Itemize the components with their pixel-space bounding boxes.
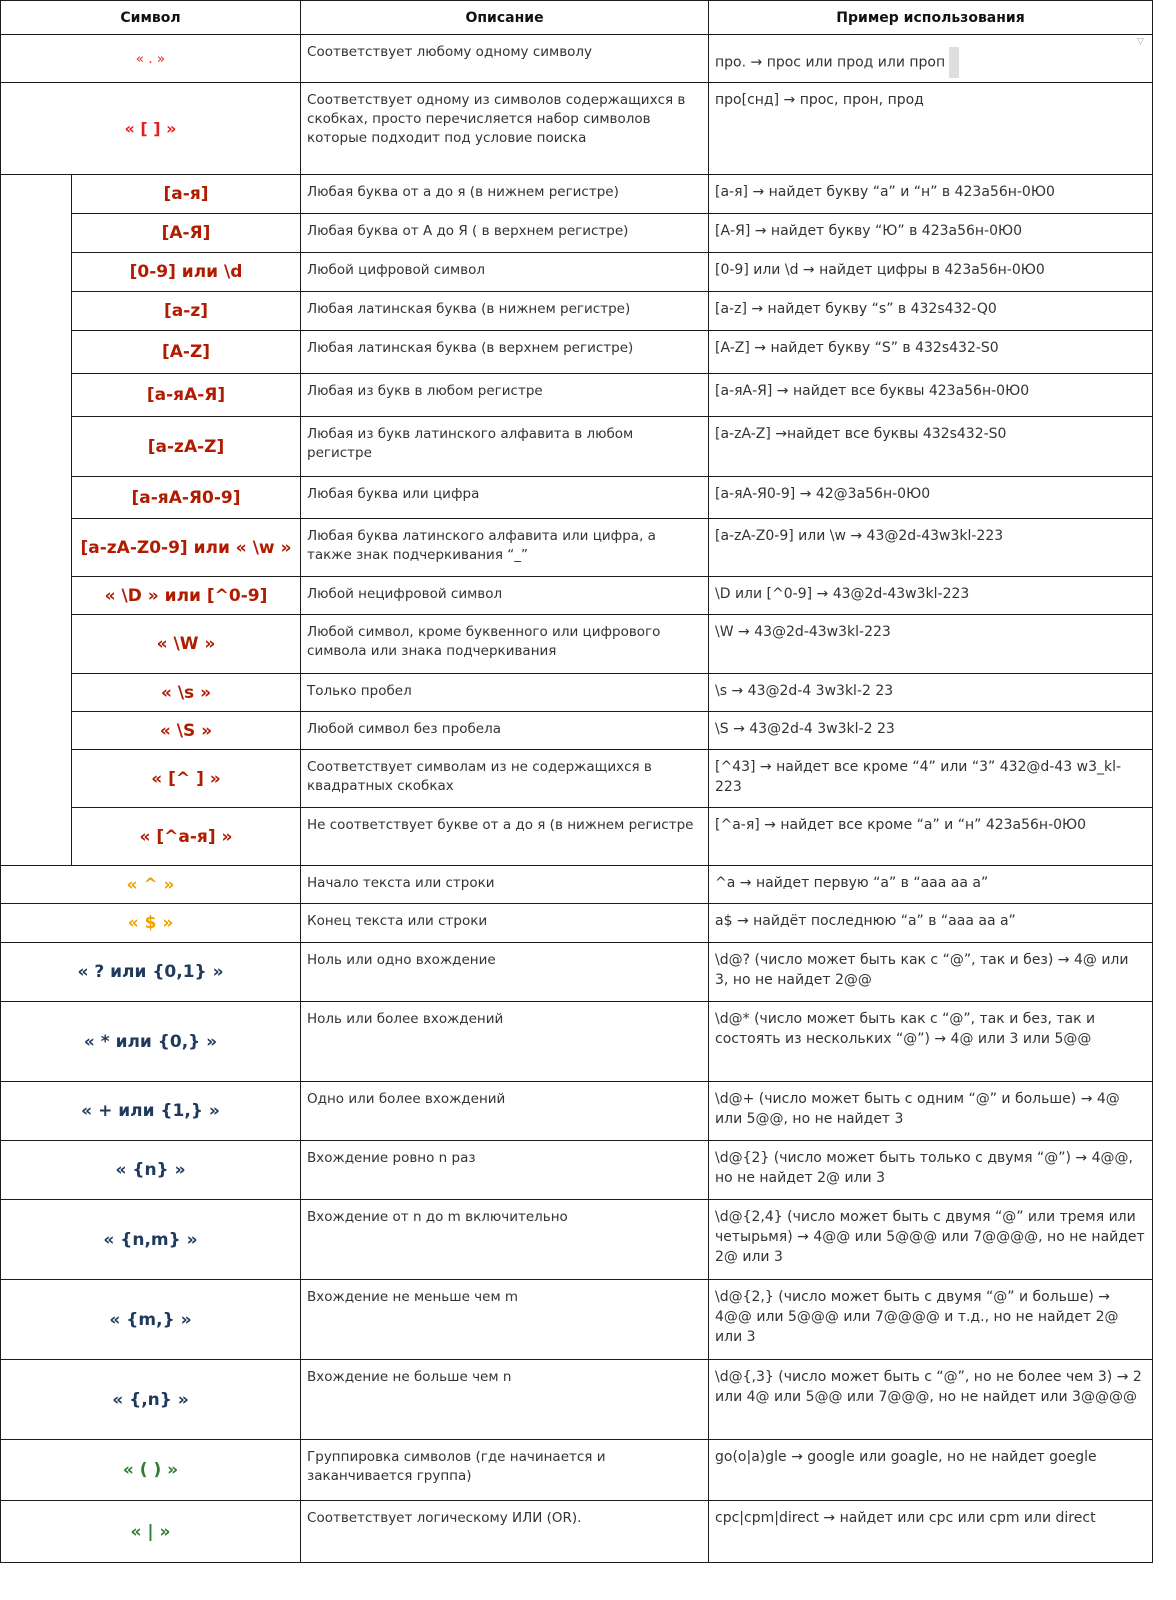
- description-cell: Любая латинская буква (в верхнем регистре): [301, 331, 709, 374]
- symbol-cell: [1, 904, 301, 943]
- symbol-text: « | »: [130, 1521, 171, 1542]
- example-cell: \d@{2,} (число может быть с двумя “@” и больше) → 4@@ или 5@@@ или 7@@@@ и т.д., но не найдет 2@ или 3: [709, 1280, 1153, 1360]
- symbol-cell: [72, 615, 301, 674]
- description-cell: Вхождение не меньше чем m: [301, 1280, 709, 1360]
- example-cell: [709, 35, 1153, 83]
- description-cell: Вхождение от n до m включительно: [301, 1200, 709, 1280]
- symbol-cell: [72, 331, 301, 374]
- example-cell: \d@{2,4} (число может быть с двумя “@” или тремя или четырьмя) → 4@@ или 5@@@ или 7@@@@, но не найдет 2@ или 3: [709, 1200, 1153, 1280]
- table-row: [1, 577, 1153, 615]
- symbol-cell: [1, 83, 301, 175]
- example-cell: [a-z] → найдет букву “s” в 432s432-Q0: [709, 292, 1153, 331]
- table-row: [1, 615, 1153, 674]
- symbol-cell: [72, 712, 301, 750]
- example-cell: go(o|a)gle → google или goagle, но не найдет goegle: [709, 1440, 1153, 1501]
- symbol-cell: [1, 1360, 301, 1440]
- symbol-text: [0-9] или \d: [129, 262, 243, 282]
- description-cell: Любая из букв в любом регистре: [301, 374, 709, 417]
- symbol-cell: [1, 1141, 301, 1200]
- table-row: [1, 1360, 1153, 1440]
- symbol-text: « {m,} »: [109, 1309, 192, 1330]
- example-cell: [а-я] → найдет букву “а” и “н” в 423а56н-0Ю0: [709, 175, 1153, 214]
- table-row: [1, 1440, 1153, 1501]
- description-cell: Любая буква от а до я (в нижнем регистре): [301, 175, 709, 214]
- example-text: про. → прос или прод или проп: [715, 54, 946, 71]
- description-cell: Любой цифровой символ: [301, 253, 709, 292]
- example-cell: [а-яА-Я0-9] → 42@3а56н-0Ю0: [709, 477, 1153, 519]
- symbol-cell: [72, 292, 301, 331]
- description-cell: Вхождение ровно n раз: [301, 1141, 709, 1200]
- symbol-text: « [^ ] »: [151, 768, 221, 789]
- table-row: [1, 1200, 1153, 1280]
- description-cell: Ноль или более вхождений: [301, 1002, 709, 1082]
- table-row: [1, 904, 1153, 943]
- example-cell: \d@{2} (число может быть только с двумя “@”) → 4@@, но не найдет 2@ или 3: [709, 1141, 1153, 1200]
- description-cell: Любая латинская буква (в нижнем регистре): [301, 292, 709, 331]
- symbol-cell: [1, 943, 301, 1002]
- description-cell: Соответствует одному из символов содержащихся в скобках, просто перечисляется набор символов которые подходит под условие поиска: [301, 83, 709, 175]
- example-cell: [a-zA-Z0-9] или \w → 43@2d-43w3kl-223: [709, 519, 1153, 577]
- symbol-text: « * или {0,} »: [83, 1031, 218, 1052]
- symbol-text: « . »: [135, 50, 166, 67]
- description-cell: Вхождение не больше чем n: [301, 1360, 709, 1440]
- table-row: [1, 1141, 1153, 1200]
- description-cell: Любой нецифровой символ: [301, 577, 709, 615]
- description-cell: Соответствует логическому ИЛИ (OR).: [301, 1501, 709, 1563]
- table-row: [1, 417, 1153, 477]
- description-cell: Конец текста или строки: [301, 904, 709, 943]
- header-description: Описание: [301, 1, 709, 35]
- symbol-text: « {n,m} »: [103, 1229, 198, 1250]
- description-cell: Любая буква или цифра: [301, 477, 709, 519]
- description-cell: Одно или более вхождений: [301, 1082, 709, 1141]
- description-cell: Любая буква от А до Я ( в верхнем регистре): [301, 214, 709, 253]
- description-cell: Только пробел: [301, 674, 709, 712]
- symbol-cell: [1, 1501, 301, 1563]
- table-row: [1, 175, 1153, 214]
- symbol-text: « $ »: [127, 913, 174, 933]
- header-example: Пример использования: [709, 1, 1153, 35]
- symbol-text: [а-яА-Я0-9]: [131, 487, 241, 508]
- symbol-cell: [72, 175, 301, 214]
- symbol-text: « [^а-я] »: [139, 826, 233, 847]
- description-cell: Не соответствует букве от а до я (в нижнем регистре: [301, 808, 709, 866]
- symbol-cell: [72, 808, 301, 866]
- table-row: [1, 674, 1153, 712]
- symbol-cell: [1, 1082, 301, 1141]
- symbol-text: [а-яА-Я]: [146, 385, 226, 405]
- description-cell: Группировка символов (где начинается и заканчивается группа): [301, 1440, 709, 1501]
- table-row: [1, 1501, 1153, 1563]
- symbol-cell: [72, 519, 301, 577]
- example-cell: \D или [^0-9] → 43@2d-43w3kl-223: [709, 577, 1153, 615]
- symbol-cell: [72, 577, 301, 615]
- example-cell: [a-zA-Z] →найдет все буквы 432s432-S0: [709, 417, 1153, 477]
- table-row: [1, 1082, 1153, 1141]
- description-cell: Любая из букв латинского алфавита в любом регистре: [301, 417, 709, 477]
- symbol-cell: [1, 35, 301, 83]
- example-cell: \d@? (число может быть как с “@”, так и без) → 4@ или 3, но не найдет 2@@: [709, 943, 1153, 1002]
- table-row: [1, 214, 1153, 253]
- example-cell: \W → 43@2d-43w3kl-223: [709, 615, 1153, 674]
- symbol-text: « \D » или [^0-9]: [104, 585, 268, 606]
- example-cell: [а-яА-Я] → найдет все буквы 423а56н-0Ю0: [709, 374, 1153, 417]
- table-row: [1, 331, 1153, 374]
- symbol-text: [а-я]: [163, 184, 209, 204]
- table-row: [1, 750, 1153, 808]
- header-symbol: Символ: [1, 1, 301, 35]
- symbol-text: [a-z]: [164, 301, 208, 321]
- table-row: [1, 808, 1153, 866]
- description-cell: Ноль или одно вхождение: [301, 943, 709, 1002]
- description-cell: Соответствует любому одному символу: [301, 35, 709, 83]
- example-cell: \d@+ (число может быть с одним “@” и больше) → 4@ или 5@@, но не найдет 3: [709, 1082, 1153, 1141]
- table-row: [1, 1280, 1153, 1360]
- example-cell: про[снд] → прос, прон, прод: [709, 83, 1153, 175]
- description-cell: Любая буква латинского алфавита или цифра, а также знак подчеркивания “_”: [301, 519, 709, 577]
- symbol-text: « \W »: [156, 634, 216, 654]
- example-cell: [А-Я] → найдет букву “Ю” в 423а56н-0Ю0: [709, 214, 1153, 253]
- table-row: [1, 866, 1153, 904]
- description-cell: Любой символ, кроме буквенного или цифрового символа или знака подчеркивания: [301, 615, 709, 674]
- table-row: [1, 374, 1153, 417]
- symbol-cell: [72, 750, 301, 808]
- symbol-text: « \S »: [159, 720, 213, 741]
- symbol-cell: [72, 214, 301, 253]
- example-cell: [0-9] или \d → найдет цифры в 423а56н-0Ю0: [709, 253, 1153, 292]
- symbol-cell: [1, 1002, 301, 1082]
- symbol-cell: [72, 477, 301, 519]
- symbol-text: « \s »: [160, 682, 212, 703]
- symbol-text: « {,n} »: [112, 1389, 189, 1410]
- description-cell: Любой символ без пробела: [301, 712, 709, 750]
- cell-shading-mark: [949, 47, 959, 78]
- symbol-cell: [1, 1280, 301, 1360]
- example-cell: [A-Z] → найдет букву “S” в 432s432-S0: [709, 331, 1153, 374]
- filter-dropdown-icon: ▽: [1137, 37, 1144, 47]
- header-row: [1, 1, 1153, 35]
- example-cell: \d@* (число может быть как с “@”, так и без, так и состоять из нескольких “@”) → 4@ или 3 или 5@@: [709, 1002, 1153, 1082]
- symbol-text: [a-zA-Z]: [147, 436, 225, 457]
- symbol-text: « + или {1,} »: [81, 1101, 220, 1121]
- example-cell: а$ → найдёт последнюю “а” в “ааа аа а”: [709, 904, 1153, 943]
- example-cell: [^а-я] → найдет все кроме “а” и “н” 423а56н-0Ю0: [709, 808, 1153, 866]
- symbol-cell: [1, 1440, 301, 1501]
- symbol-cell: [72, 674, 301, 712]
- symbol-text: « ^ »: [126, 874, 175, 895]
- table-row: [1, 712, 1153, 750]
- example-cell: cpc|cpm|direct → найдет или cpc или cpm или direct: [709, 1501, 1153, 1563]
- example-cell: \S → 43@2d-4 3w3kl-2 23: [709, 712, 1153, 750]
- example-cell: [^43] → найдет все кроме “4” или “3” 432@d-43 w3_kl-223: [709, 750, 1153, 808]
- symbol-cell: [72, 374, 301, 417]
- symbol-cell: [72, 253, 301, 292]
- symbol-text: « ( ) »: [122, 1460, 179, 1480]
- example-cell: ^а → найдет первую “а” в “ааа аа а”: [709, 866, 1153, 904]
- indent-stub: [1, 175, 72, 866]
- symbol-text: [A-Z]: [161, 342, 211, 362]
- symbol-text: « {n} »: [115, 1160, 186, 1180]
- table-row: [1, 35, 1153, 83]
- table-row: [1, 943, 1153, 1002]
- symbol-cell: [1, 1200, 301, 1280]
- description-cell: Соответствует символам из не содержащихся в квадратных скобках: [301, 750, 709, 808]
- symbol-text: [А-Я]: [161, 223, 211, 243]
- table-row: [1, 83, 1153, 175]
- table-row: [1, 1002, 1153, 1082]
- table-row: [1, 519, 1153, 577]
- symbol-text: « [ ] »: [124, 119, 177, 138]
- symbol-cell: [1, 866, 301, 904]
- table-row: [1, 292, 1153, 331]
- symbol-cell: [72, 417, 301, 477]
- example-cell: \d@{,3} (число может быть с “@”, но не более чем 3) → 2 или 4@ или 5@@ или 7@@@, но не найдет или 3@@@@: [709, 1360, 1153, 1440]
- example-cell: \s → 43@2d-4 3w3kl-2 23: [709, 674, 1153, 712]
- table-row: [1, 477, 1153, 519]
- symbol-text: [a-zA-Z0-9] или « \w »: [80, 537, 292, 558]
- table-row: [1, 253, 1153, 292]
- symbol-text: « ? или {0,1} »: [77, 962, 224, 982]
- description-cell: Начало текста или строки: [301, 866, 709, 904]
